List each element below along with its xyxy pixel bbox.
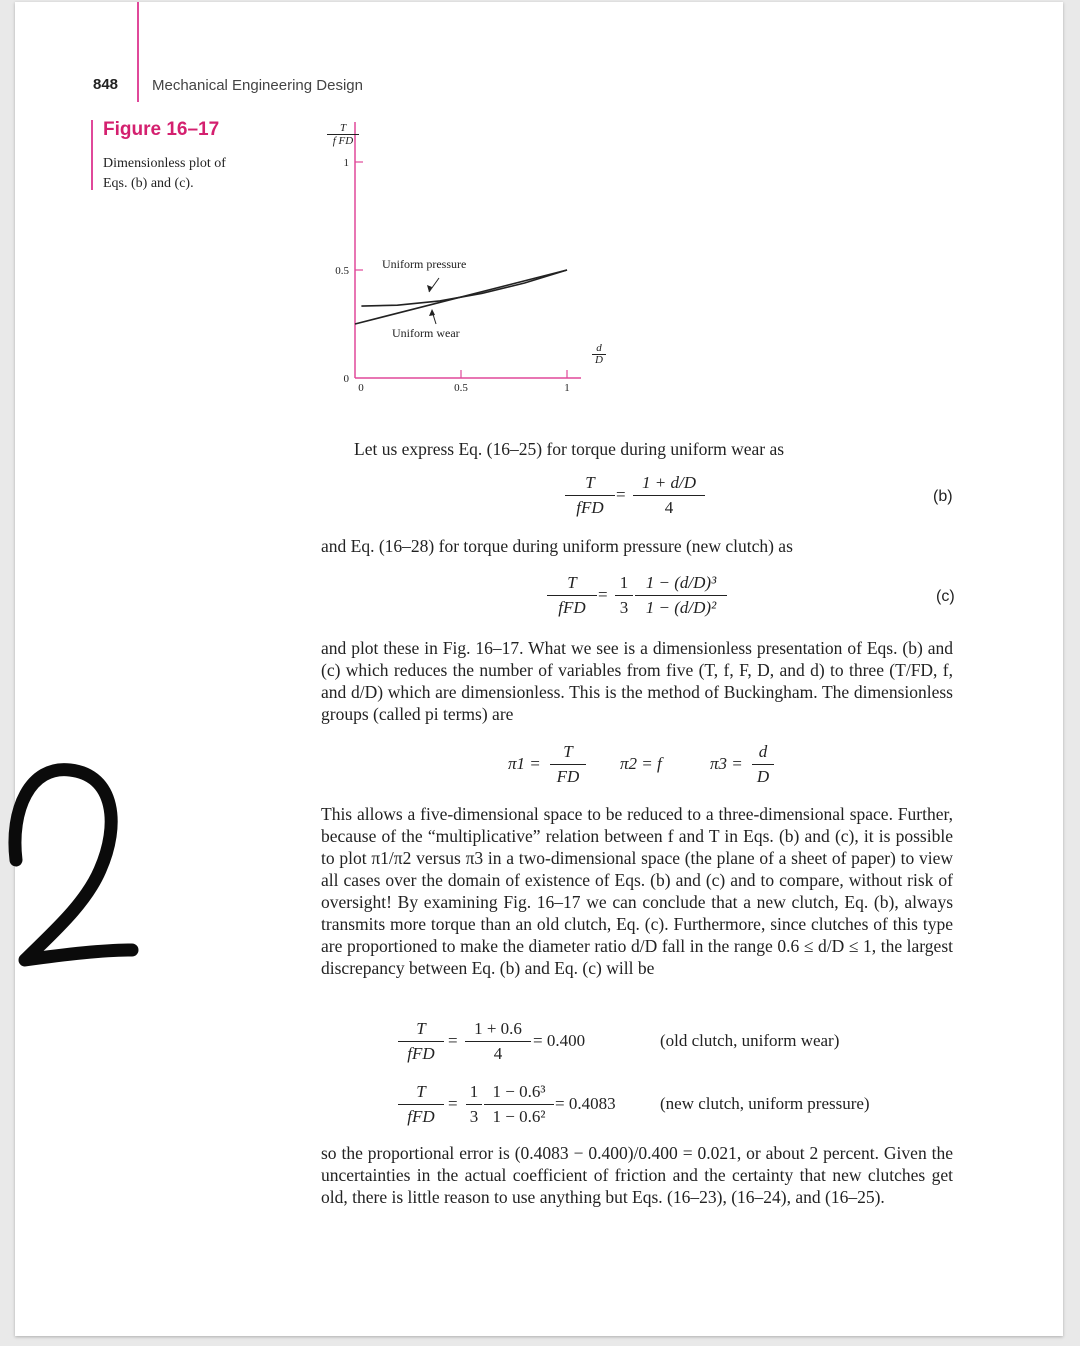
- eq-b-lhs-num: T: [565, 473, 615, 496]
- header-accent-rule: [137, 2, 139, 102]
- pi3-label: π3 =: [710, 754, 743, 773]
- calc2-rhs-num: 1 − 0.6³: [484, 1082, 554, 1105]
- pi1-frac: [550, 742, 586, 787]
- calc2-coef-den: 3: [469, 1107, 479, 1126]
- calc2-lhs: [398, 1082, 444, 1127]
- handwritten-annotation: [0, 750, 150, 980]
- caption-line-1: Dimensionless plot of: [103, 156, 226, 171]
- x-tick-label-1: 0.5: [454, 382, 468, 394]
- eq-b-equals: =: [616, 485, 626, 504]
- calc2-result: = 0.4083: [555, 1094, 616, 1113]
- pi1-den: FD: [556, 767, 580, 786]
- eq-b-lhs: [565, 473, 615, 518]
- eq-c-lhs: [547, 573, 597, 618]
- figure-caption: [103, 154, 273, 194]
- running-title: Mechanical Engineering Design: [152, 77, 363, 94]
- uniform-wear-label: Uniform wear: [392, 326, 460, 340]
- calc1-result: = 0.400: [533, 1031, 586, 1050]
- series-line-uniform-pressure: [361, 270, 567, 306]
- calc2-equals: =: [448, 1094, 458, 1113]
- pressure-leader-line: [429, 278, 439, 292]
- series-line-uniform-wear: [355, 270, 567, 324]
- calc1-rhs-den: 4: [493, 1044, 503, 1063]
- y-axis-label: [327, 122, 359, 147]
- eq-c-lhs-num: T: [547, 573, 597, 596]
- x-axis-label-den: D: [592, 354, 606, 366]
- x-axis-label: [592, 343, 606, 366]
- paragraph-5: so the proportional error is (0.4083 − 0.400)/0.400 = 0.021, or about 2 percent. Given the uncertainties in the actual coefficient of friction and the certainty that new clutches get old, there is little reason to use anything but Eqs. (16–23), (16–24), and (16–25).: [321, 1143, 953, 1207]
- calc1-rhs: [465, 1019, 531, 1064]
- eq-c-equals: =: [598, 585, 608, 604]
- pi1-num: T: [550, 742, 586, 765]
- calc1-lhs-den: fFD: [407, 1044, 435, 1063]
- calc2-note: (new clutch, uniform pressure): [660, 1094, 870, 1113]
- eq-c-rhs: [635, 573, 727, 618]
- pi3-num: d: [752, 742, 774, 765]
- calc1-rhs-num: 1 + 0.6: [465, 1019, 531, 1042]
- eq-b-rhs-num: 1 + d/D: [633, 473, 705, 496]
- calc2-rhs-den: 1 − 0.6²: [492, 1107, 546, 1126]
- paragraph-1: Let us express Eq. (16–25) for torque during uniform wear as: [354, 439, 785, 459]
- caption-accent-rule: [91, 120, 93, 190]
- eq-b-rhs: [633, 473, 705, 518]
- handwritten-digit-stroke: [15, 770, 132, 960]
- eq-b-rhs-den: 4: [664, 498, 674, 517]
- eq-c-rhs-den: 1 − (d/D)²: [645, 598, 717, 617]
- figure-title: Figure 16–17: [103, 119, 220, 140]
- calc2-coef-num: 1: [466, 1082, 482, 1105]
- calc1-lhs-num: T: [398, 1019, 444, 1042]
- x-axis-label-num: d: [596, 342, 602, 354]
- x-tick-label-0: 0: [358, 382, 364, 394]
- y-tick-label-2: 1: [343, 157, 349, 169]
- calc2-coef: [466, 1082, 482, 1127]
- eq-b-label: (b): [933, 488, 953, 505]
- wear-leader-arrowhead: [429, 309, 435, 316]
- calc2-rhs: [484, 1082, 554, 1127]
- x-tick-label-2: 1: [564, 382, 570, 394]
- eq-c-coef: [615, 573, 633, 618]
- calc2-lhs-num: T: [398, 1082, 444, 1105]
- paragraph-4: This allows a five-dimensional space to be reduced to a three-dimensional space. Further, because of the “multiplicative” relation between f and T in Eqs. (b) and (c), it is possible to plot π1/π2 versus π3 in a two-dimensional space (the plane of a sheet of paper) to view all cases over the domain of existence of Eqs. (b) and (c) and to compare, without risk of oversight! By examining Fig. 16–17 we can conclude that a new clutch, Eq. (b), always transmits more torque than an old clutch, Eq. (c). Furthermore, since clutches of this type are proportioned to make the diameter ratio d/D fall in the range 0.6 ≤ d/D ≤ 1, the largest discrepancy between Eq. (b) and Eq. (c) will be: [321, 804, 953, 978]
- eq-c-rhs-num: 1 − (d/D)³: [635, 573, 727, 596]
- eq-c-coef-num: 1: [615, 573, 633, 596]
- paragraph-2: and Eq. (16–28) for torque during uniform pressure (new clutch) as: [321, 536, 793, 556]
- y-axis-label-num: T: [339, 122, 347, 134]
- y-tick-label-1: 0.5: [335, 265, 349, 277]
- pi1-label: π1 =: [508, 754, 541, 773]
- eq-c-coef-den: 3: [619, 598, 629, 617]
- calc2-lhs-den: fFD: [407, 1107, 435, 1126]
- page-number: 848: [93, 76, 119, 93]
- y-tick-label-0: 0: [343, 373, 349, 385]
- uniform-pressure-label: Uniform pressure: [382, 257, 467, 271]
- calc1-note: (old clutch, uniform wear): [660, 1031, 840, 1050]
- pi3-den: D: [756, 767, 770, 786]
- eq-c-lhs-den: fFD: [558, 598, 586, 617]
- calc1-lhs: [398, 1019, 444, 1064]
- paragraph-3: and plot these in Fig. 16–17. What we see is a dimensionless presentation of Eqs. (b) and (c) which reduces the number of variables from five (T, f, F, D, and d) to three (T/FD, f, and d/D) which are dimensionless. This is the method of Buckingham. The dimensionless groups (called pi terms) are: [321, 638, 953, 724]
- book-page: [15, 2, 1063, 1336]
- caption-line-2: Eqs. (b) and (c).: [103, 176, 194, 191]
- pi2-label: π2 = f: [620, 754, 662, 773]
- y-axis-label-den: f FD: [327, 134, 359, 147]
- calc1-equals: =: [448, 1031, 458, 1050]
- eq-c-label: (c): [936, 588, 955, 605]
- eq-b-lhs-den: fFD: [576, 498, 604, 517]
- pi3-frac: [752, 742, 774, 787]
